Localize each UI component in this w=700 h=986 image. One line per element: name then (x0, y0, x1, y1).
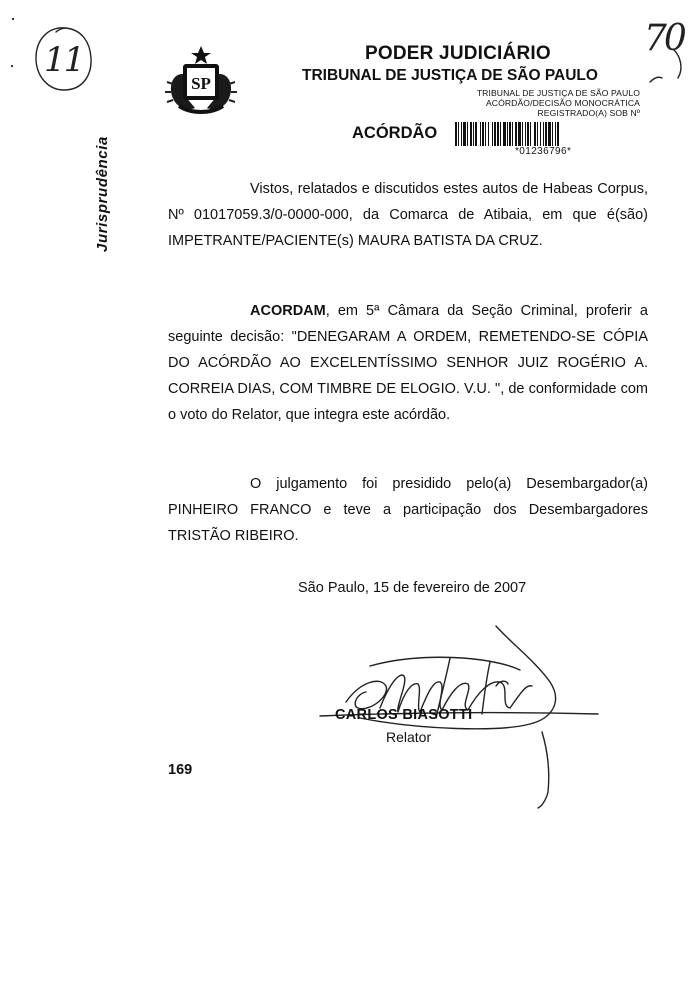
barcode-bar (492, 122, 493, 146)
barcode-bar (534, 122, 536, 146)
paragraph-vistos: Vistos, relatados e discutidos estes autos de Habeas Corpus, Nº 01017059.3/0-0000-000, da Comarca de Atibaia, em que é(são) IMPETRANTE/PACIENTE(s) MAURA BATISTA DA CRUZ. (168, 181, 648, 249)
barcode-bar (509, 122, 511, 146)
handwritten-page-mark: 70 (644, 18, 684, 59)
registration-stamp (420, 88, 640, 118)
barcode-bar (552, 122, 553, 146)
barcode-bar (530, 122, 531, 146)
court-seal (165, 44, 237, 114)
document-type: ACÓRDÃO (352, 124, 438, 142)
signer-role: Relator (386, 729, 432, 745)
decision-body (168, 176, 648, 549)
barcode-bar (543, 122, 544, 146)
acordam-lead: ACORDAM (250, 303, 326, 319)
handwritten-folio-mark (28, 22, 98, 96)
court-title: TRIBUNAL DE JUSTIÇA DE SÃO PAULO (302, 67, 598, 84)
barcode-bar (545, 122, 547, 146)
barcode-bar (512, 122, 513, 146)
registration-line: TRIBUNAL DE JUSTIÇA DE SÃO PAULO (476, 88, 640, 98)
barcode-bar (467, 122, 468, 146)
barcode-bar (555, 122, 556, 146)
barcode-bar (540, 122, 541, 146)
place-date: São Paulo, 15 de fevereiro de 2007 (298, 580, 527, 596)
corner-mark-stroke (640, 20, 690, 86)
margin-dot (12, 18, 14, 20)
barcode-bar (475, 122, 477, 146)
registration-line: REGISTRADO(A) SOB Nº (537, 108, 640, 118)
barcode-bar (482, 122, 484, 146)
barcode-bar (485, 122, 486, 146)
margin-dot (11, 65, 13, 67)
page-number: 169 (168, 762, 193, 778)
registration-line: ACÓRDÃO/DECISÃO MONOCRÁTICA (485, 98, 640, 108)
institution-title: PODER JUDICIÁRIO (365, 43, 551, 64)
barcode-bar (494, 122, 496, 146)
barcode (455, 122, 641, 146)
barcode-bar (473, 122, 474, 146)
barcode-number: *01236796* (515, 146, 572, 157)
barcode-bar (470, 122, 472, 146)
folio-number: 11 (44, 40, 84, 80)
barcode-bar (527, 122, 529, 146)
barcode-bar (518, 122, 521, 146)
paragraph-julgamento: O julgamento foi presidido pelo(a) Desembargador(a) PINHEIRO FRANCO e teve a participação dos Desembargadores TRISTÃO RIBEIRO. (168, 476, 648, 544)
barcode-bar (503, 122, 506, 146)
barcode-bar (507, 122, 508, 146)
barcode-bar (515, 122, 517, 146)
barcode-bar (480, 122, 481, 146)
signer-name: CARLOS BIASOTTI (335, 707, 473, 723)
acordam-text: , em 5ª Câmara da Seção Criminal, proferir a seguinte decisão: "DENEGARAM A ORDEM, REMETENDO-SE CÓPIA DO ACÓRDÃO AO EXCELENTÍSSIMO SENHOR JUIZ ROGÉRIO A. CORREIA DIAS, COM TIMBRE DE ELOGIO. V.U. ", de conformidade com o voto do Relator, que integra este acórdão. (168, 303, 648, 423)
barcode-bar (500, 122, 501, 146)
barcode-bar (548, 122, 551, 146)
barcode-bar (458, 122, 459, 146)
barcode-bar (557, 122, 559, 146)
barcode-bar (525, 122, 526, 146)
barcode-bar (497, 122, 499, 146)
barcode-bar (455, 122, 457, 146)
barcode-bar (537, 122, 538, 146)
barcode-bar (488, 122, 489, 146)
barcode-bar (463, 122, 466, 146)
seal-letters: SP (191, 74, 211, 93)
barcode-bar (522, 122, 523, 146)
barcode-bar (461, 122, 462, 146)
paragraph-acordam (168, 298, 648, 428)
sidebar-label: Jurisprudência (94, 136, 111, 252)
